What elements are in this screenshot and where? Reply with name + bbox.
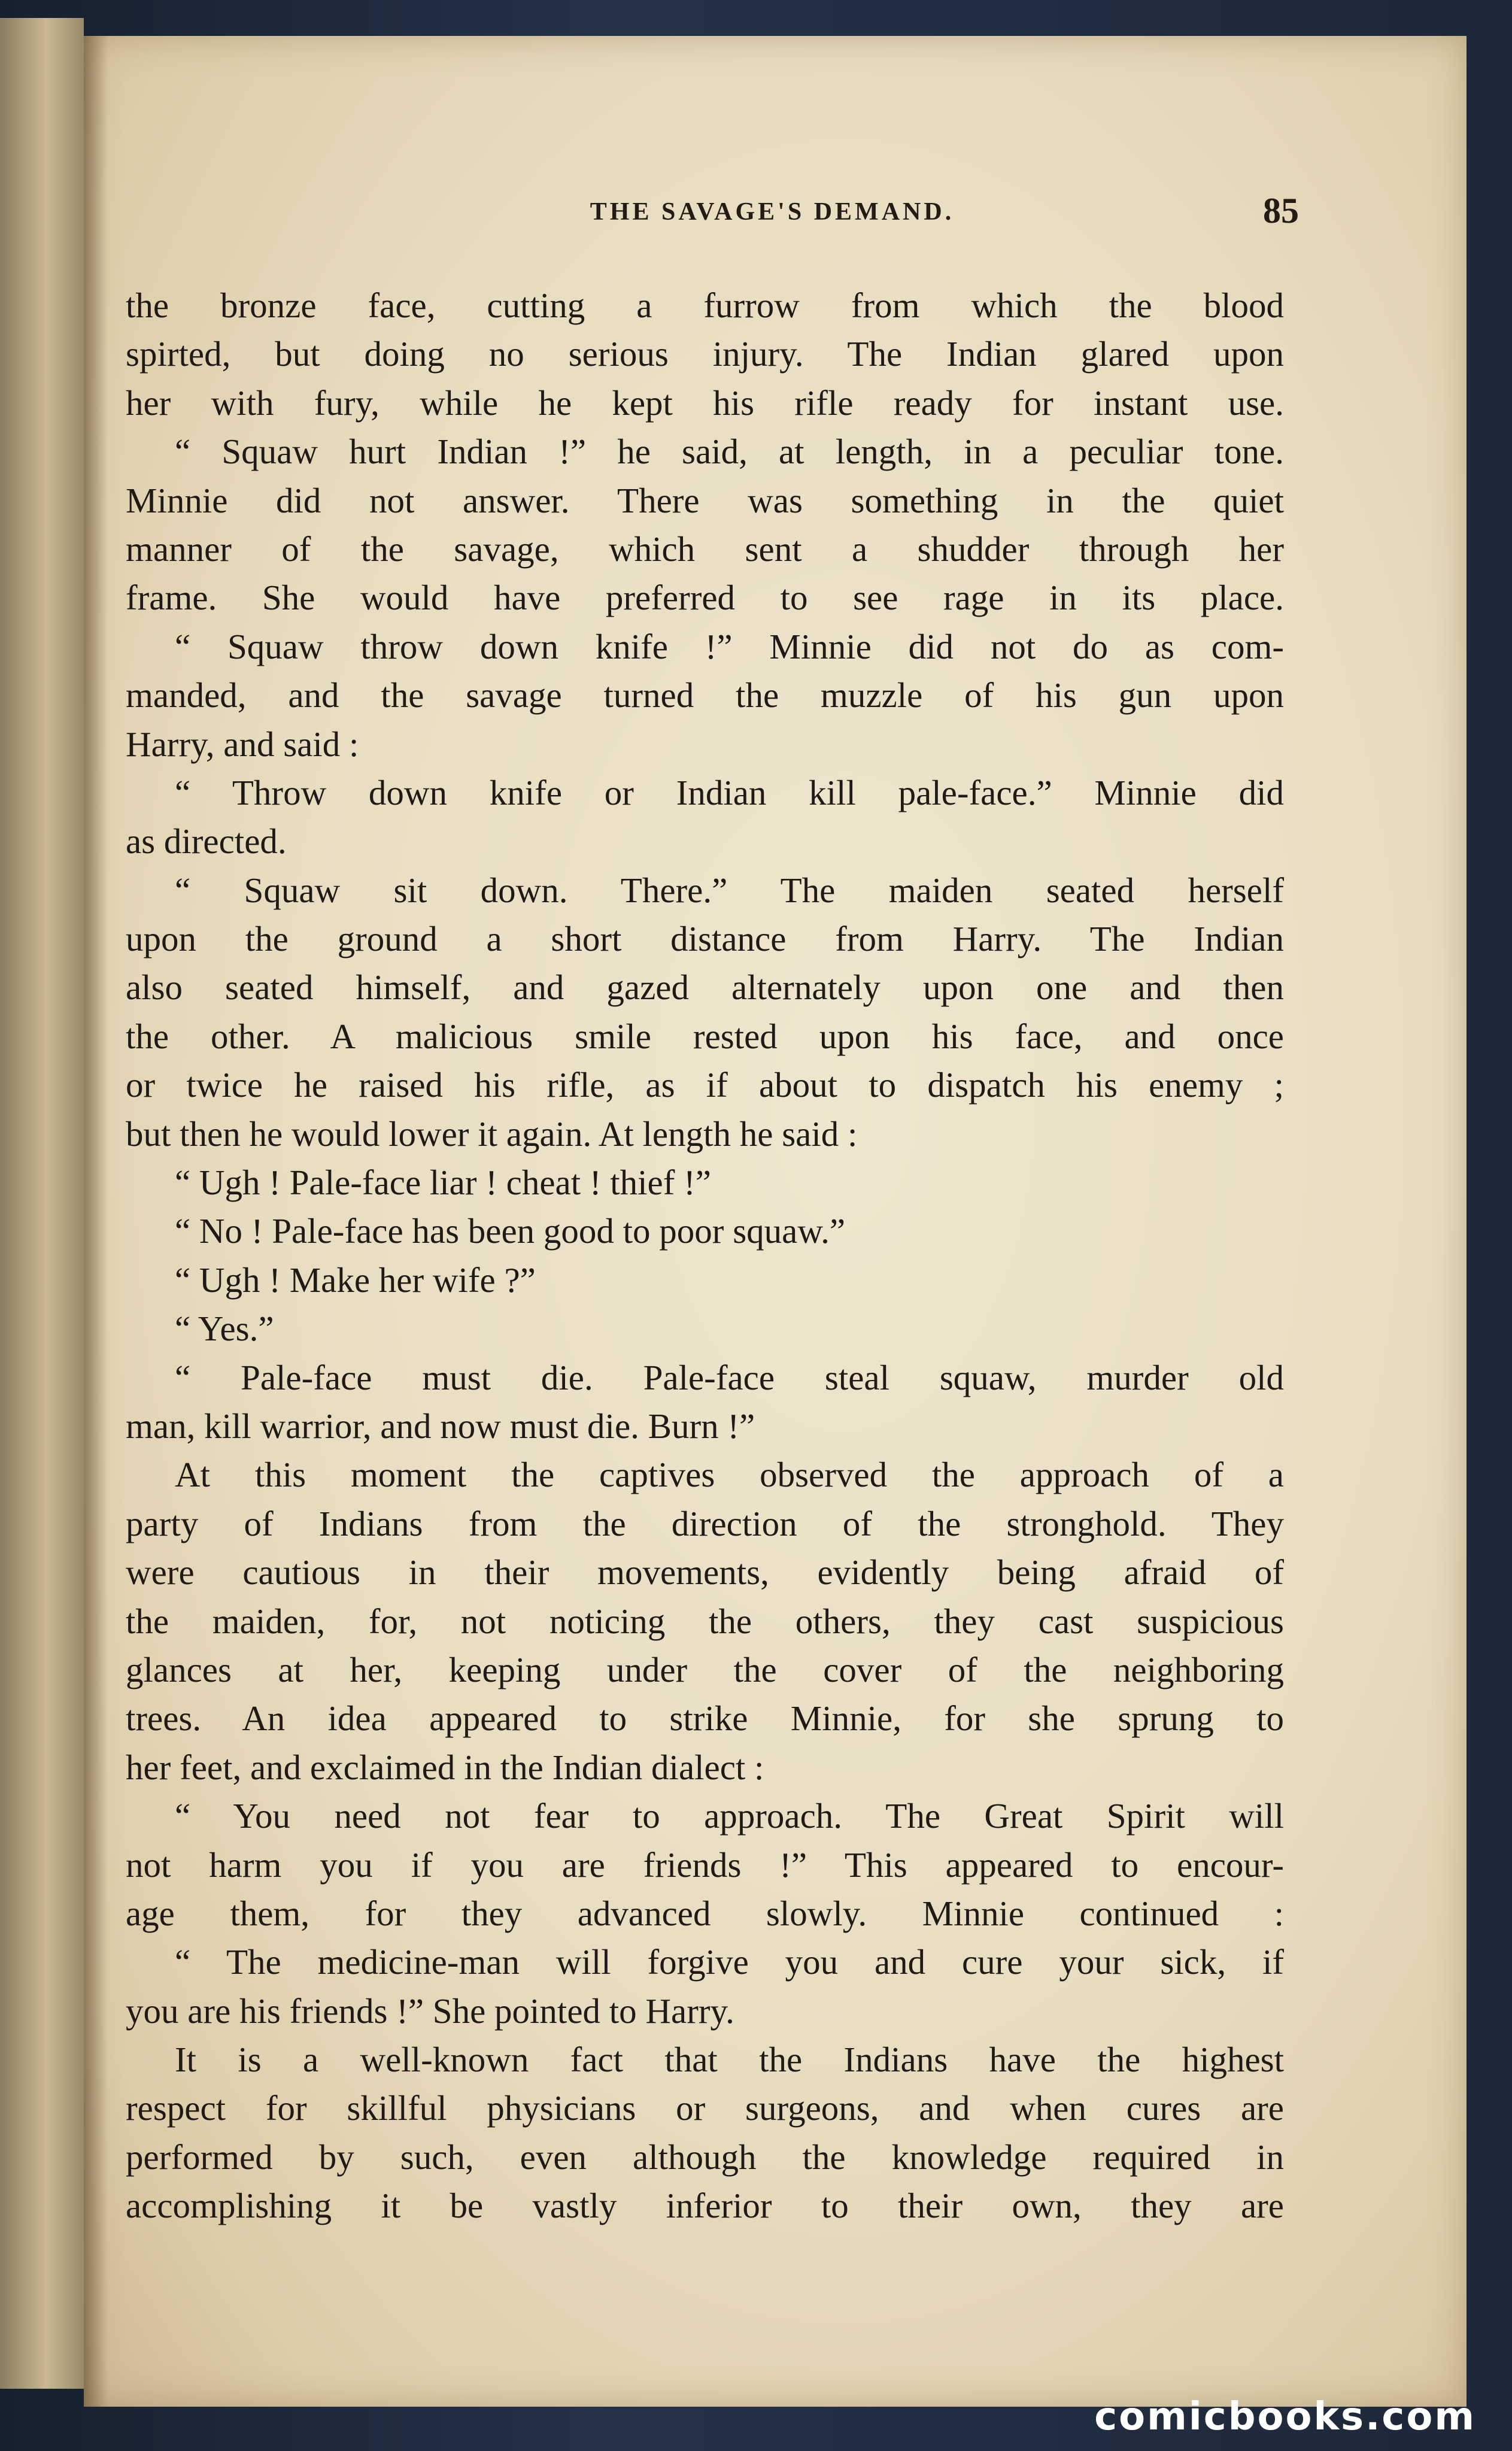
text-line: “ Yes.” <box>175 1309 274 1349</box>
text-line: “ You need not fear to approach. The Great Spirit will <box>175 1796 1284 1836</box>
text-line: “ The medicine-man will forgive you and cure your sick, if <box>175 1942 1284 1982</box>
text-line: or twice he raised his rifle, as if about to dispatch his enemy ; <box>126 1065 1284 1105</box>
text-line: spirted, but doing no serious injury. The Indian glared upon <box>126 334 1284 374</box>
text-line: manner of the savage, which sent a shudder through her <box>126 529 1284 569</box>
text-line: accomplishing it be vastly inferior to their own, they are <box>126 2186 1284 2226</box>
text-line: “ Squaw sit down. There.” The maiden seated herself <box>175 870 1284 910</box>
text-line: “ Throw down knife or Indian kill pale-face.” Minnie did <box>175 772 1284 812</box>
text-line: as directed. <box>126 821 287 862</box>
text-line: manded, and the savage turned the muzzle of his gun upon <box>126 675 1284 715</box>
text-line: performed by such, even although the knowledge required in <box>126 2137 1284 2177</box>
text-line: respect for skillful physicians or surgeons, and when cures are <box>126 2088 1284 2128</box>
text-line: “ Ugh ! Make her wife ?” <box>175 1260 536 1300</box>
text-line: also seated himself, and gazed alternately upon one and then <box>126 967 1284 1008</box>
running-head: THE SAVAGE'S DEMAND. <box>590 198 955 226</box>
text-line: trees. An idea appeared to strike Minnie, for she sprung to <box>126 1698 1284 1739</box>
text-line: “ Ugh ! Pale-face liar ! cheat ! thief !” <box>175 1163 711 1203</box>
text-line: frame. She would have preferred to see rage in its place. <box>126 578 1284 618</box>
text-line: the other. A malicious smile rested upon his face, and once <box>126 1016 1284 1056</box>
text-line: but then he would lower it again. At length he said : <box>126 1114 858 1154</box>
page-header <box>126 190 1299 238</box>
body-text <box>126 281 1284 2231</box>
text-line: “ Squaw throw down knife !” Minnie did not do as com- <box>175 626 1284 666</box>
facing-page-edge <box>0 18 84 2389</box>
text-line: her with fury, while he kept his rifle ready for instant use. <box>126 383 1284 423</box>
text-line: At this moment the captives observed the approach of a <box>175 1455 1284 1495</box>
text-line: “ Pale-face must die. Pale-face steal squaw, murder old <box>175 1357 1284 1397</box>
text-line: age them, for they advanced slowly. Minnie continued : <box>126 1893 1284 1933</box>
text-line: “ No ! Pale-face has been good to poor squaw.” <box>175 1211 846 1251</box>
text-line: upon the ground a short distance from Harry. The Indian <box>126 919 1284 959</box>
text-line: you are his friends !” She pointed to Harry. <box>126 1991 734 2031</box>
text-line: the maiden, for, not noticing the others, they cast suspicious <box>126 1601 1284 1641</box>
text-line: were cautious in their movements, evidently being afraid of <box>126 1552 1284 1592</box>
text-line: “ Squaw hurt Indian !” he said, at length, in a peculiar tone. <box>175 432 1284 472</box>
text-line: man, kill warrior, and now must die. Burn !” <box>126 1406 755 1446</box>
text-line: party of Indians from the direction of the stronghold. They <box>126 1503 1284 1543</box>
text-line: not harm you if you are friends !” This appeared to encour- <box>126 1845 1284 1885</box>
watermark: comicbooks.com <box>1094 2395 1476 2439</box>
text-line: the bronze face, cutting a furrow from which the blood <box>126 286 1284 325</box>
text-line: Harry, and said : <box>126 724 359 764</box>
page-gutter-shadow <box>84 36 108 2407</box>
text-line: Minnie did not answer. There was something in the quiet <box>126 480 1284 520</box>
text-line: It is a well-known fact that the Indians have the highest <box>175 2040 1284 2080</box>
text-line: her feet, and exclaimed in the Indian dialect : <box>126 1747 764 1787</box>
text-line: glances at her, keeping under the cover of the neighboring <box>126 1649 1284 1689</box>
page-number: 85 <box>1263 191 1299 230</box>
